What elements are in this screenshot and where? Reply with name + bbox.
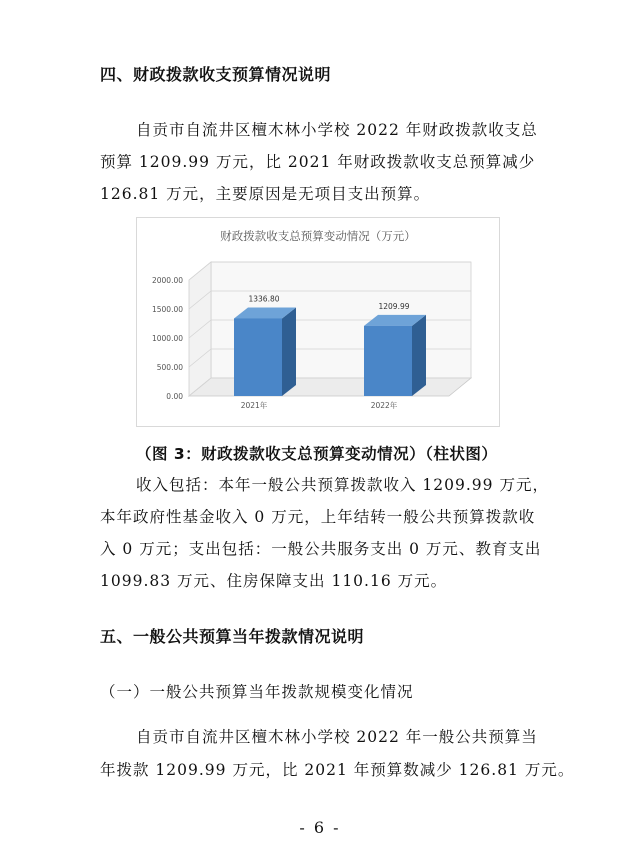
section-4-para2-line2: 本年政府性基金收入 0 万元，上年结转一般公共预算拨款收 <box>100 508 536 526</box>
chart-bar-2021年 <box>234 307 296 396</box>
chart-data-label: 1209.99 <box>378 301 410 311</box>
section-4-para2-line1: 收入包括：本年一般公共预算拨款收入 1209.99 万元， <box>136 476 549 494</box>
chart-x-axis <box>241 400 398 410</box>
figure-caption: （图 3：财政拨款收支总预算变动情况）（柱状图） <box>136 445 498 463</box>
section-4-heading: 四、财政拨款收支预算情况说明 <box>100 65 332 84</box>
chart-svg <box>137 218 499 426</box>
chart-y-tick-label: 1000.00 <box>151 334 183 343</box>
section-4-para1-line1: 自贡市自流井区檀木林小学校 2022 年财政拨款收支总 <box>136 121 538 139</box>
chart-y-tick-label: 2000.00 <box>151 276 183 285</box>
chart-background <box>189 262 471 396</box>
chart-y-tick-label: 1500.00 <box>151 305 183 314</box>
chart-bar-front <box>364 326 412 396</box>
section-4-para2-line4: 1099.83 万元、住房保障支出 110.16 万元。 <box>100 572 448 590</box>
chart-x-tick-label: 2021年 <box>240 401 268 410</box>
section-4-para2-line3: 入 0 万元；支出包括：一般公共服务支出 0 万元、教育支出 <box>100 540 542 558</box>
section-4-para1-line2: 预算 1209.99 万元，比 2021 年财政拨款收支总预算减少 <box>100 153 536 171</box>
chart-bar-side <box>412 315 426 396</box>
chart-y-tick-label: 0.00 <box>166 392 183 401</box>
chart-y-axis <box>152 276 183 401</box>
section-4-para1-line3: 126.81 万元，主要原因是无项目支出预算。 <box>100 185 431 203</box>
chart-floor <box>189 378 471 396</box>
chart-bar-side <box>282 307 296 396</box>
chart-x-tick-label: 2022年 <box>370 401 398 410</box>
section-5-heading: 五、一般公共预算当年拨款情况说明 <box>100 627 365 646</box>
section-5-para1-line2: 年拨款 1209.99 万元，比 2021 年预算数减少 126.81 万元。 <box>100 761 575 779</box>
page-number: - 6 - <box>299 818 341 837</box>
section-5-para1-line1: 自贡市自流井区檀木林小学校 2022 年一般公共预算当 <box>136 728 538 746</box>
chart-y-tick-label: 500.00 <box>156 363 183 372</box>
budget-change-chart <box>136 217 500 427</box>
chart-data-label: 1336.80 <box>248 294 280 304</box>
chart-bar-front <box>234 318 282 396</box>
chart-title: 财政拨款收支总预算变动情况（万元） <box>220 229 416 243</box>
chart-bar-2022年 <box>364 315 426 396</box>
section-5-subheading: （一）一般公共预算当年拨款规模变化情况 <box>100 683 414 701</box>
